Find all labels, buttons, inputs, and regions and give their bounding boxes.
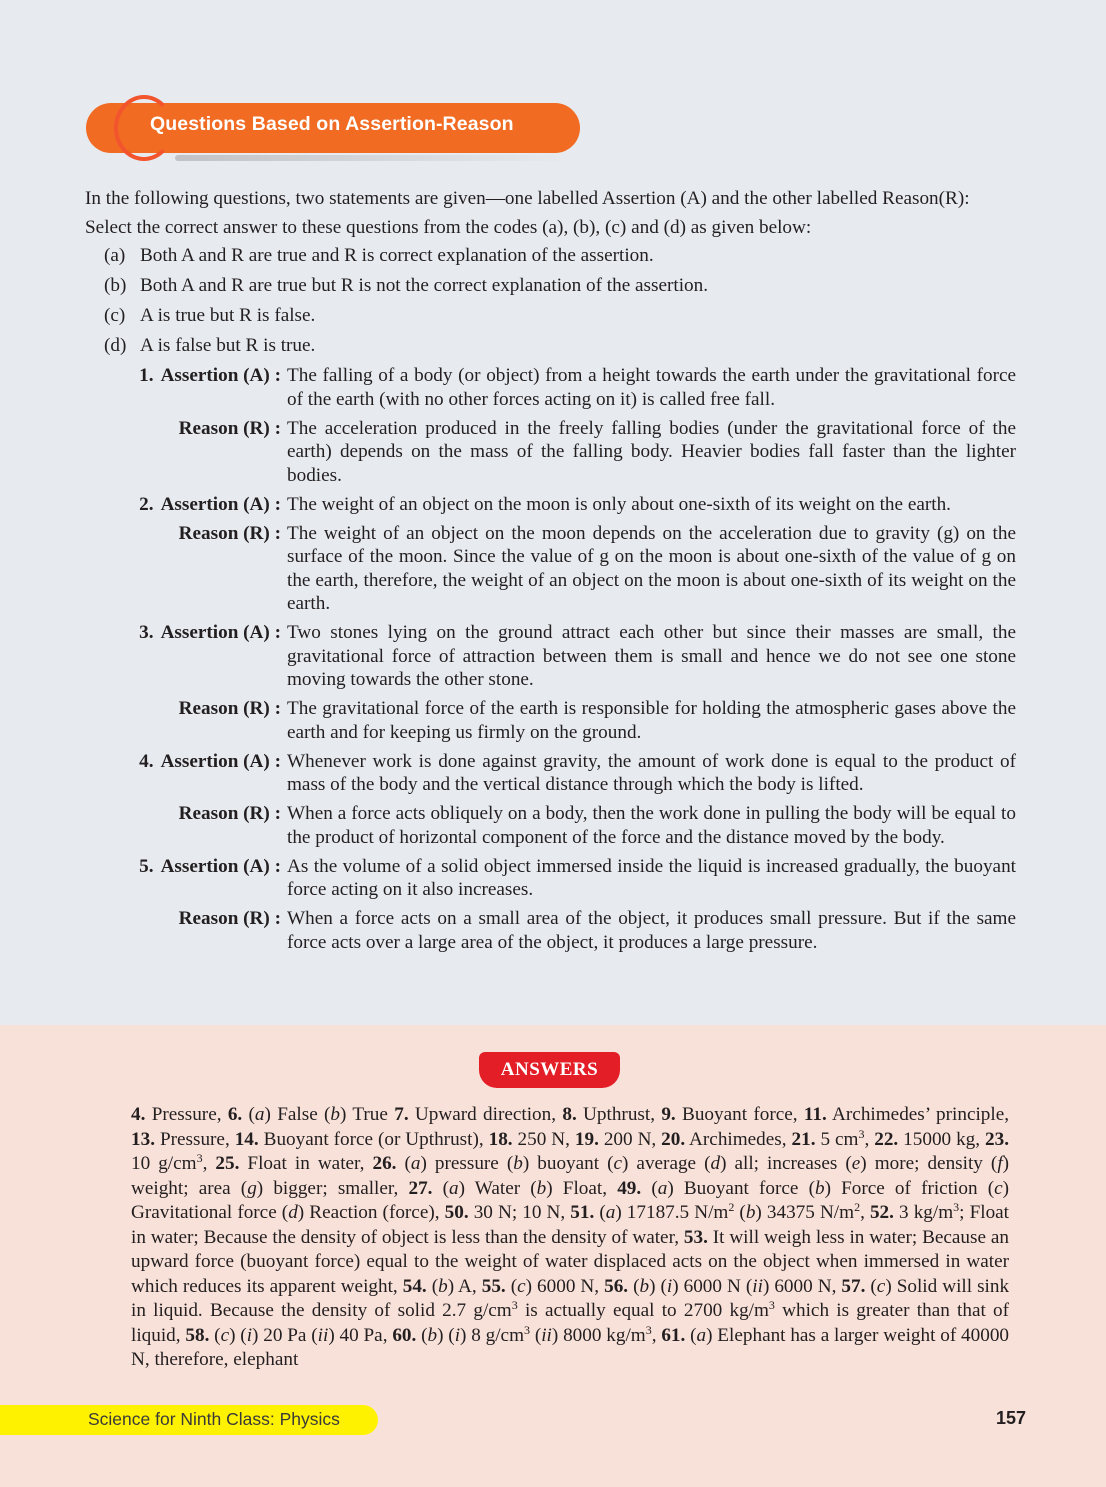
answer-italic: c [876, 1275, 886, 1297]
answers-paragraph [131, 1103, 1009, 1373]
answer-text: , [202, 1153, 216, 1174]
reason-text: The acceleration produced in the freely falling bodies (under the gravitational force of the earth) depends on the mass of the falling body. Heavier bodies fall faster than the lighter bodies. [287, 417, 1016, 486]
reason-text: When a force acts on a small area of the object, it produces small pressure. But if the same force acts over a large area of the object, it produces a large pressure. [287, 908, 1016, 953]
answer-text: ( [594, 1202, 606, 1223]
answer-text: ( [628, 1275, 640, 1297]
code-text: A is false but R is true. [140, 335, 316, 356]
answer-number: 49. [617, 1177, 642, 1199]
answer-text: , [860, 1202, 870, 1223]
answer-number: 51. [570, 1202, 595, 1223]
answer-superscript: 2 [854, 1200, 861, 1214]
answer-number: 54. [402, 1275, 427, 1297]
answer-number: 22. [874, 1128, 899, 1150]
answer-text: ) 34375 N/m [755, 1202, 855, 1223]
answer-text: 10 g/cm [131, 1153, 197, 1174]
question-number: 4. [139, 750, 154, 772]
answer-number: 50. [444, 1202, 469, 1223]
answer-text: , [864, 1128, 875, 1150]
answer-text: ) Buoyant force ( [667, 1177, 815, 1199]
answer-text: ) False ( [264, 1104, 331, 1125]
label-separator: : [274, 750, 281, 772]
answer-text: ( [865, 1275, 877, 1297]
answer-text: ) 8000 kg/m [551, 1324, 646, 1346]
answer-text: 250 N, [512, 1128, 575, 1150]
answer-text: Pressure, [154, 1128, 235, 1150]
assertion-label [85, 364, 281, 388]
answer-text: ) Gravitational force ( [131, 1177, 1010, 1223]
answer-number: 26. [372, 1153, 397, 1174]
answer-italic: b [513, 1153, 523, 1174]
answer-italic: b [427, 1324, 438, 1346]
answer-number: 52. [869, 1202, 894, 1223]
questions-content [85, 187, 1016, 960]
assertion-text: Two stones lying on the ground attract each other but since their masses are small, the gravitational force of attraction between them is small and hence we do not see one stone moving towards the other stone. [287, 622, 1016, 690]
answer-number: 11. [803, 1104, 827, 1125]
answer-text: ) True [340, 1104, 395, 1125]
answer-italic: b [745, 1202, 756, 1223]
code-letter: (b) [104, 275, 127, 296]
assertion-row [85, 364, 1016, 411]
reason-label [85, 907, 281, 931]
answer-text: ) 17187.5 N/m [615, 1202, 729, 1223]
answer-text: ) A, [447, 1275, 482, 1297]
answer-text: 30 N; 10 N, [468, 1202, 571, 1223]
answer-text: ) 40 Pa, [328, 1324, 393, 1346]
answer-number: 7. [394, 1104, 409, 1125]
answer-text: ) all; increases ( [720, 1153, 852, 1174]
answer-text: ) ( [649, 1275, 667, 1297]
answer-superscript: 3 [858, 1126, 865, 1141]
answer-text: ) 8 g/cm [460, 1324, 525, 1346]
code-text: Both A and R are true and R is correct explanation of the assertion. [140, 245, 654, 266]
answer-superscript: 3 [645, 1322, 652, 1337]
answer-italic: ii [752, 1275, 763, 1297]
answer-italic: f [997, 1153, 1003, 1174]
code-item [104, 274, 1016, 304]
code-item [104, 334, 1016, 364]
answer-italic: a [449, 1177, 459, 1199]
answer-italic: b [438, 1275, 448, 1297]
intro-paragraph: In the following questions, two statements are given—one labelled Assertion (A) and the other labelled Reason(R): [85, 188, 970, 209]
label-separator: : [274, 698, 281, 719]
answer-text: ; Float in water; Because the density of object is less than the density of water, [131, 1202, 1010, 1248]
answer-text: Buoyant force (or Upthrust), [258, 1128, 489, 1150]
answer-superscript: 3 [953, 1200, 960, 1214]
answer-text: Upward direction, [408, 1104, 563, 1125]
answer-italic: e [851, 1153, 861, 1174]
answer-text: ( [641, 1177, 658, 1199]
reason-label-text: Reason (R) [178, 908, 270, 929]
question-number: 3. [139, 622, 154, 643]
answer-text: ) Solid will sink in liquid. Because the density of solid 2.7 g/cm [131, 1275, 1010, 1321]
answer-text: 5 cm [815, 1128, 859, 1150]
assertion-label-text: Assertion (A) [160, 855, 270, 877]
answer-text: Upthrust, [576, 1104, 662, 1125]
footer-book-title: Science for Ninth Class: Physics [88, 1409, 340, 1429]
intro-instruction: Select the correct answer to these questions from the codes (a), (b), (c) and (d) as given below: [85, 216, 812, 238]
label-separator: : [274, 365, 281, 386]
answer-italic: c [517, 1275, 526, 1297]
answer-italic: d [288, 1202, 298, 1223]
answer-text: , [651, 1324, 662, 1346]
label-separator: : [274, 908, 281, 929]
answer-text: ) pressure ( [420, 1153, 514, 1174]
answer-text: ( [530, 1324, 542, 1346]
answer-number: 4. [131, 1104, 146, 1125]
answer-italic: b [536, 1177, 547, 1199]
answer-italic: a [696, 1324, 707, 1346]
assertion-label [85, 750, 281, 774]
answer-number: 57. [841, 1275, 866, 1297]
answer-number: 25. [215, 1153, 240, 1174]
code-text: A is true but R is false. [140, 305, 316, 326]
answer-italic: i [246, 1324, 253, 1346]
answer-text: Float in water, [239, 1153, 373, 1174]
answer-text: ) 20 Pa ( [252, 1324, 318, 1346]
label-separator: : [274, 855, 281, 877]
answer-number: 23. [985, 1128, 1010, 1150]
answer-text: ) ( [229, 1324, 247, 1346]
answer-text: Archimedes’ principle, [826, 1104, 1010, 1125]
answer-italic: c [994, 1177, 1003, 1199]
answer-text: ( [426, 1275, 439, 1297]
answer-number: 55. [481, 1275, 506, 1297]
reason-label-text: Reason (R) [178, 698, 270, 719]
answer-codes-list [85, 244, 1016, 364]
answer-italic: g [247, 1177, 257, 1199]
assertion-label [85, 493, 281, 517]
answer-text: ) buoyant ( [522, 1153, 614, 1174]
question-number: 2. [139, 493, 154, 515]
assertion-text: The weight of an object on the moon is only about one-sixth of its weight on the earth. [287, 493, 951, 515]
answer-text: ( [416, 1324, 428, 1346]
assertion-label-text: Assertion (A) [160, 493, 270, 515]
assertion-label-text: Assertion (A) [160, 750, 270, 772]
answer-number: 6. [227, 1104, 243, 1125]
answer-superscript: 3 [196, 1151, 203, 1165]
answer-superscript: 3 [768, 1298, 775, 1312]
answer-italic: a [254, 1104, 265, 1125]
answer-italic: a [410, 1153, 421, 1174]
answer-text: ( [396, 1153, 411, 1174]
answer-italic: ii [541, 1324, 552, 1346]
reason-label-text: Reason (R) [178, 522, 270, 544]
reason-row [85, 802, 1016, 849]
reason-label-text: Reason (R) [178, 417, 270, 439]
answer-text: 200 N, [598, 1128, 662, 1150]
answer-text: ) Reaction (force), [297, 1202, 445, 1223]
answer-italic: c [220, 1324, 230, 1346]
answer-text: 15000 kg, [898, 1128, 986, 1150]
answer-text: ( [432, 1177, 449, 1199]
reason-row [85, 697, 1016, 744]
answer-italic: ii [317, 1324, 329, 1346]
answer-number: 8. [562, 1104, 577, 1125]
answer-number: 20. [661, 1128, 686, 1150]
questions-list [85, 364, 1016, 954]
answer-number: 53. [683, 1226, 708, 1248]
answer-number: 9. [661, 1104, 676, 1125]
reason-row [85, 907, 1016, 954]
answer-italic: c [613, 1153, 623, 1174]
reason-text: The gravitational force of the earth is responsible for holding the atmospheric gases above the earth and for keeping us firmly on the ground. [287, 698, 1016, 743]
assertion-label [85, 621, 281, 645]
reason-text: The weight of an object on the moon depends on the acceleration due to gravity (g) on the surface of the moon. Since the value of g on the moon is about one-sixth of the value of g on the earth, therefore, the weight of an object on the moon is about one-sixth of its weight on the earth. [287, 522, 1016, 614]
answer-text: ) 6000 N ( [672, 1275, 753, 1297]
answer-text: ) average ( [622, 1153, 711, 1174]
label-separator: : [274, 417, 281, 439]
answer-superscript: 3 [524, 1322, 531, 1337]
answer-text: ( [685, 1324, 697, 1346]
answer-text: Buoyant force, [675, 1104, 804, 1125]
question-number: 5. [139, 855, 154, 877]
code-letter: (c) [104, 305, 126, 326]
reason-label-text: Reason (R) [178, 803, 270, 824]
answer-text: is actually equal to 2700 kg/m [517, 1300, 769, 1321]
answer-italic: b [330, 1104, 341, 1125]
code-letter: (d) [104, 335, 127, 356]
answer-italic: b [639, 1275, 650, 1297]
answer-number: 21. [791, 1128, 816, 1150]
code-text: Both A and R are true but R is not the correct explanation of the assertion. [140, 275, 709, 296]
answer-italic: i [454, 1324, 461, 1346]
label-separator: : [274, 493, 281, 515]
answer-number: 61. [661, 1324, 686, 1346]
answer-superscript: 2 [728, 1200, 735, 1214]
reason-label [85, 417, 281, 441]
answer-number: 19. [574, 1128, 599, 1150]
section-title: Questions Based on Assertion-Reason [150, 113, 514, 135]
reason-text: When a force acts obliquely on a body, then the work done in pulling the body will be equal to the product of horizontal component of the force and the distance moved by the body. [287, 803, 1016, 848]
answer-text: ) ( [437, 1324, 455, 1346]
reason-label [85, 697, 281, 721]
assertion-label [85, 855, 281, 879]
answer-text: ) Elephant has a larger weight of 40000 N, therefore, elephant [131, 1324, 1010, 1370]
label-separator: : [274, 522, 281, 544]
answer-text: ) Float, [546, 1177, 618, 1199]
assertion-label-text: Assertion (A) [160, 365, 270, 386]
answer-text: ( [734, 1202, 746, 1223]
answer-superscript: 3 [511, 1298, 518, 1312]
answer-text: ) bigger; smaller, [256, 1177, 409, 1199]
answer-text: ( [242, 1104, 255, 1125]
answer-italic: d [710, 1153, 721, 1174]
label-separator: : [274, 803, 281, 824]
code-item [104, 304, 1016, 334]
assertion-row [85, 493, 1016, 517]
answer-text: 3 kg/m [893, 1202, 954, 1223]
assertion-row [85, 621, 1016, 692]
answer-text: ) 6000 N, [762, 1275, 842, 1297]
assertion-text: As the volume of a solid object immersed inside the liquid is increased gradually, the buoyant force acting on it also increases. [287, 855, 1016, 900]
answer-text: Archimedes, [685, 1128, 792, 1150]
reason-row [85, 417, 1016, 488]
banner-shadow-decoration [175, 155, 570, 161]
answer-number: 18. [488, 1128, 513, 1150]
label-separator: : [274, 622, 281, 643]
answer-number: 60. [392, 1324, 417, 1346]
answer-italic: i [666, 1275, 673, 1297]
answer-text: Pressure, [145, 1104, 228, 1125]
answer-italic: a [657, 1177, 668, 1199]
answer-italic: a [605, 1202, 616, 1223]
code-item [104, 244, 1016, 274]
question-number: 1. [139, 365, 154, 386]
answer-text: ( [505, 1275, 518, 1297]
answer-text: ( [209, 1324, 221, 1346]
answer-text: It will weigh less in water; Because an upward force (buoyant force) equal to the weight of water displaced acts on the object when immersed in water which reduces its apparent weight, [131, 1226, 1009, 1297]
answer-text: which is greater than that of liquid, [131, 1300, 1010, 1346]
answer-text: ) Force of friction ( [824, 1177, 995, 1199]
answer-text: ) weight; area ( [131, 1153, 1010, 1199]
answer-number: 56. [604, 1275, 629, 1297]
assertion-row [85, 855, 1016, 902]
answer-number: 27. [408, 1177, 433, 1199]
reason-label [85, 522, 281, 546]
assertion-text: The falling of a body (or object) from a height towards the earth under the gravitational force of the earth (with no other forces acting on it) is called free fall. [287, 365, 1016, 410]
code-letter: (a) [104, 245, 126, 266]
page-number: 157 [996, 1408, 1027, 1428]
reason-label [85, 802, 281, 826]
assertion-row [85, 750, 1016, 797]
answer-text: ) Water ( [458, 1177, 537, 1199]
answer-text: ) 6000 N, [525, 1275, 605, 1297]
answer-number: 14. [234, 1128, 259, 1150]
answer-number: 13. [131, 1128, 155, 1150]
reason-row [85, 522, 1016, 616]
answer-number: 58. [185, 1324, 210, 1346]
assertion-label-text: Assertion (A) [160, 622, 270, 643]
answer-italic: b [814, 1177, 825, 1199]
answers-badge: ANSWERS [479, 1052, 620, 1088]
answer-text: ) more; density ( [860, 1153, 998, 1174]
assertion-text: Whenever work is done against gravity, the amount of work done is equal to the product of mass of the body and the vertical distance through which the body is lifted. [287, 750, 1016, 795]
